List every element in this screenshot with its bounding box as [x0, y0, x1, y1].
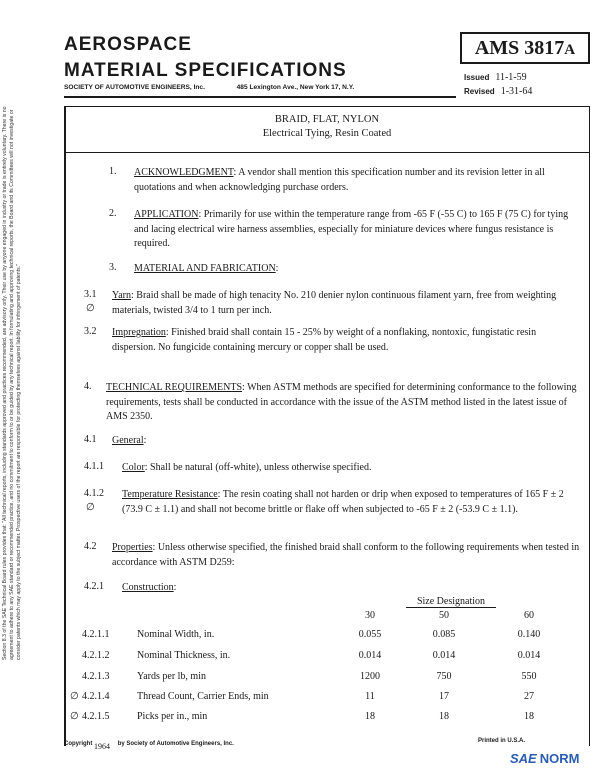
section-4-number: 4.: [84, 381, 92, 392]
society-name: SOCIETY OF AUTOMOTIVE ENGINEERS, Inc.: [64, 84, 205, 91]
section-4-1-heading: General: [112, 435, 144, 446]
section-3-2-heading: Impregnation: [112, 327, 166, 338]
section-1-text: : A vendor shall mention this specification number and its revision letter in all quotations and when acknowledging purchase orders.: [134, 167, 545, 193]
change-mark-4-1-2: ∅: [86, 502, 95, 513]
section-3: [134, 262, 580, 277]
row-number: 4.2.1.1: [82, 629, 110, 640]
section-3-number: 3.: [109, 262, 117, 273]
section-2-text: : Primarily for use within the temperature range from -65 F (-55 C) to 165 F (75 C) for tying and lacing electrical wire harness assemblies, especially for miniature devices where fungus resistance is required.: [134, 209, 569, 249]
section-4-1-1: [122, 461, 580, 476]
header-society-line: [64, 84, 354, 91]
section-3-1: [112, 289, 580, 318]
section-3-heading: MATERIAL AND FABRICATION: [134, 263, 276, 274]
section-3-text: :: [275, 263, 279, 274]
page-frame-right: [589, 106, 590, 746]
logo-sae: SAE: [510, 751, 537, 766]
row-number: 4.2.1.3: [82, 671, 110, 682]
row-value-60: 27: [524, 691, 534, 702]
issued-value: 11-1-59: [495, 72, 527, 83]
section-4-2-number: 4.2: [84, 541, 97, 552]
header-material-specifications: MATERIAL SPECIFICATIONS: [64, 60, 347, 81]
section-4-1-2-text: : The resin coating shall not harden or drip when exposed to temperatures of 165 F ± 2 (73.9 C ± 1.1) and shall not become brittle or flake off when subjected to -65 F ± 2 (-53.9 C ± 1.1).: [122, 489, 564, 515]
row-label: Picks per in., min: [137, 711, 208, 722]
row-value-60: 18: [524, 711, 534, 722]
row-label: Nominal Width, in.: [137, 629, 215, 640]
copyright-year: 1964: [94, 742, 111, 751]
section-3-1-heading: Yarn: [112, 290, 131, 301]
ams-suffix: A: [564, 42, 576, 58]
section-1-heading: ACKNOWLEDGMENT: [134, 167, 234, 178]
issued-label: Issued: [464, 73, 490, 82]
row-number: 4.2.1.2: [82, 650, 110, 661]
row-value-60: 0.014: [517, 650, 541, 661]
row-change-mark: ∅: [70, 711, 79, 722]
row-label: Yards per lb, min: [137, 671, 206, 682]
section-4-1-1-heading: Color: [122, 462, 145, 473]
copyright-label: Copyright: [64, 741, 93, 747]
row-value-50: 17: [439, 691, 449, 702]
logo-norm: NORM: [539, 751, 580, 766]
row-value-50: 750: [436, 671, 452, 682]
section-4-2-text: : Unless otherwise specified, the finished braid shall conform to the following requirements when tested in accordance with ASTM D259:: [112, 542, 580, 568]
header-aerospace: AEROSPACE: [64, 34, 192, 55]
section-4-1-2: [122, 488, 582, 517]
revised-label: Revised: [464, 87, 495, 96]
section-1-number: 1.: [109, 166, 117, 177]
row-value-50: 18: [439, 711, 449, 722]
section-4-2-1-number: 4.2.1: [84, 581, 104, 592]
copyright-owner: by Society of Automotive Engineers, Inc.: [117, 741, 234, 747]
title-rule: [64, 152, 590, 153]
row-value-30: 0.014: [358, 650, 382, 661]
section-2-number: 2.: [109, 208, 117, 219]
section-2: [134, 208, 580, 252]
section-4-1-1-text: : Shall be natural (off-white), unless otherwise specified.: [144, 462, 372, 473]
ams-number-box: [460, 32, 590, 64]
footer-printed: Printed in U.S.A.: [478, 738, 526, 744]
row-value-50: 0.014: [432, 650, 456, 661]
section-4-2-1: [122, 581, 422, 596]
section-4-1-text: :: [143, 435, 147, 446]
row-change-mark: ∅: [70, 691, 79, 702]
section-4-2-1-text: :: [173, 582, 177, 593]
section-2-heading: APPLICATION: [134, 209, 199, 220]
section-4-2: [112, 541, 580, 570]
col-header-60: 60: [524, 610, 534, 621]
header-rule: [64, 96, 456, 98]
row-value-30: 18: [365, 711, 375, 722]
section-4-2-heading: Properties: [112, 542, 153, 553]
document-subtitle: Electrical Tying, Resin Coated: [262, 128, 392, 139]
section-3-2: [112, 326, 580, 355]
row-value-50: 0.085: [432, 629, 456, 640]
row-label: Thread Count, Carrier Ends, min: [137, 691, 269, 702]
section-4-1-1-number: 4.1.1: [84, 461, 104, 472]
document-title: BRAID, FLAT, NYLON: [274, 114, 380, 125]
row-value-30: 1200: [360, 671, 380, 682]
sae-norm-logo: [510, 750, 596, 772]
row-number: 4.2.1.4: [82, 691, 110, 702]
section-3-2-text: : Finished braid shall contain 15 - 25% by weight of a nonflaking, nontoxic, fungistatic resin dispersion. No fungicide containing mercury or copper shall be used.: [112, 327, 537, 353]
section-3-2-number: 3.2: [84, 326, 97, 337]
row-value-60: 0.140: [517, 629, 541, 640]
ams-number: AMS 3817: [474, 37, 565, 59]
section-4-1-number: 4.1: [84, 434, 97, 445]
section-1: [134, 166, 580, 195]
section-4-2-1-heading: Construction: [122, 582, 174, 593]
change-mark-3-1: ∅: [86, 303, 95, 314]
footer-copyright: [64, 738, 234, 751]
row-label: Nominal Thickness, in.: [137, 650, 231, 661]
section-4-1-2-number: 4.1.2: [84, 488, 104, 499]
col-header-30: 30: [365, 610, 375, 621]
society-address: 485 Lexington Ave., New York 17, N.Y.: [236, 84, 355, 91]
issued-date: [464, 72, 527, 83]
section-4-heading: TECHNICAL REQUIREMENTS: [106, 382, 243, 393]
size-designation-rule: [406, 607, 496, 608]
revised-date: [464, 86, 532, 97]
section-4-text: : When ASTM methods are specified for determining conformance to the following requirements, tests shall be conducted in accordance with the issue of the ASTM method listed in the latest issue of AMS 2350.: [106, 382, 577, 422]
row-value-60: 550: [521, 671, 537, 682]
row-number: 4.2.1.5: [82, 711, 110, 722]
section-4: [106, 381, 580, 425]
row-value-30: 11: [365, 691, 375, 702]
section-4-1: [112, 434, 580, 449]
side-legal-note: [2, 90, 50, 660]
section-4-1-2-heading: Temperature Resistance: [122, 489, 218, 500]
col-header-50: 50: [439, 610, 449, 621]
side-legal-text: Section 8.3 of the SAE Technical Board rules provides that: "All technical reports, including standards approved and practices recommended, are advisory only. Their use by anyone engaged in industry or trade is entirely voluntary. There is no agreement to adhere to any SAE standard or recommended practice, and no commitment to conform to or be guided by any technical report. In formulating and approving technical reports, the Board and its Committees will not investigate or consider patents which may apply to the subject matter. Prospective users of the report are responsible for protecting themselves against liability for infringement of patents.": [2, 106, 23, 660]
revised-value: 1-31-64: [500, 86, 533, 97]
section-3-1-number: 3.1: [84, 289, 97, 300]
size-designation-header: Size Designation: [416, 596, 486, 607]
section-3-1-text: : Braid shall be made of high tenacity No. 210 denier nylon continuous filament yarn, free from weighting materials, twisted 3/4 to 1 turn per inch.: [112, 290, 557, 316]
row-value-30: 0.055: [358, 629, 382, 640]
